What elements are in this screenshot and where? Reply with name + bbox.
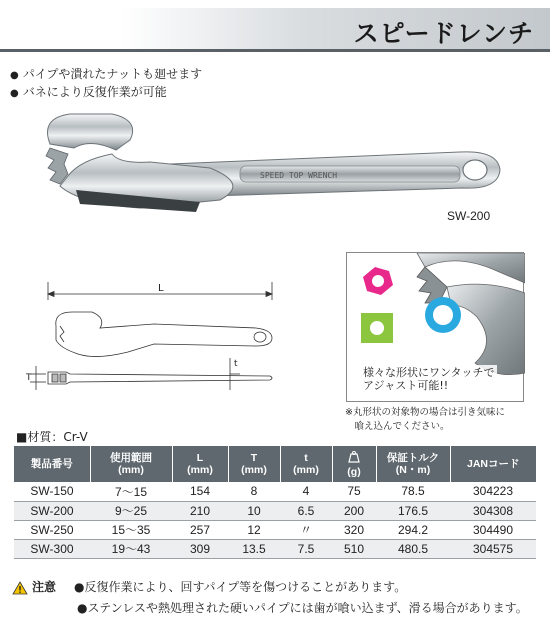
drawing-label-length: L — [158, 283, 164, 294]
cell-torque: 480.5 — [376, 539, 450, 558]
cell-thickness: 4 — [280, 482, 332, 501]
cell-range: 19～43 — [90, 539, 172, 558]
wrench-jaw-upper — [48, 114, 133, 150]
bullet-icon: ● — [10, 88, 19, 99]
photo-model-caption: SW-200 — [447, 209, 491, 223]
cell-weight: 510 — [332, 539, 376, 558]
header-cell: L (mm) — [172, 446, 228, 482]
inset-label-line: 様々な形状にワンタッチで — [363, 366, 495, 379]
caution-line — [12, 577, 528, 598]
cell-length: 154 — [172, 482, 228, 501]
cell-jan: 304575 — [450, 539, 536, 558]
cell-torque: 78.5 — [376, 482, 450, 501]
caution-item: ●ステンレスや熱処理された硬いパイプには歯が喰い込まず、滑る場合があります。 — [77, 601, 528, 615]
cell-jan: 304223 — [450, 482, 536, 501]
footnote — [345, 406, 545, 434]
table-row — [14, 501, 536, 520]
table-row — [14, 539, 536, 558]
cell-model: SW-300 — [14, 539, 90, 558]
footnote-line: ※丸形状の対象物の場合は引き気味に — [345, 407, 505, 418]
header-cell: 製品番号 — [14, 446, 90, 482]
cell-length: 257 — [172, 520, 228, 539]
drawing-label-width: T — [26, 373, 32, 383]
feature-list — [10, 66, 202, 102]
cell-width: 10 — [228, 501, 280, 520]
cell-range: 7～15 — [90, 482, 172, 501]
cell-range: 9～25 — [90, 501, 172, 520]
caution-item: ●反復作業により、回すパイプ等を傷つけることがあります。 — [74, 580, 407, 594]
header-cell: JANコード — [450, 446, 536, 482]
feature-item — [10, 66, 202, 84]
table-row — [14, 520, 536, 539]
caution-section — [12, 577, 528, 619]
handle-engraving: SPEED TOP WRENCH — [260, 171, 338, 180]
footnote-line: 喰え込んでください。 — [345, 421, 450, 432]
header-cell: (g) — [332, 446, 376, 482]
technical-drawing — [26, 282, 282, 390]
cell-thickness: 7.5 — [280, 539, 332, 558]
adjustment-inset — [346, 252, 524, 402]
feature-text: パイプや潰れたナットも廻せます — [22, 67, 203, 81]
cell-thickness: 〃 — [280, 520, 332, 539]
header-cell: 使用範囲 (mm) — [90, 446, 172, 482]
inset-jaw-body — [447, 284, 525, 375]
cell-jan: 304490 — [450, 520, 536, 539]
caution-label: 注意 — [32, 580, 57, 594]
inset-label-line: アジャスト可能!! — [363, 379, 449, 392]
title-rule — [0, 49, 550, 52]
header-cell: T (mm) — [228, 446, 280, 482]
table-row — [14, 482, 536, 501]
header-cell: t (mm) — [280, 446, 332, 482]
feature-text: バネにより反復作業が可能 — [22, 85, 167, 99]
cell-jan: 304308 — [450, 501, 536, 520]
title-bar — [0, 8, 550, 52]
cell-weight: 75 — [332, 482, 376, 501]
drawing-label-thickness: t — [234, 359, 238, 369]
header-cell: 保証トルク (N・m) — [376, 446, 450, 482]
bullet-icon: ● — [10, 70, 19, 81]
cell-range: 15～35 — [90, 520, 172, 539]
cell-model: SW-200 — [14, 501, 90, 520]
weight-icon — [347, 451, 361, 463]
spec-table — [14, 446, 536, 559]
cell-thickness: 6.5 — [280, 501, 332, 520]
page-title: スピードレンチ — [353, 19, 534, 48]
handle-hole — [463, 160, 487, 180]
cell-model: SW-250 — [14, 520, 90, 539]
drawing-wrench-outline — [56, 312, 272, 357]
wrench-photo — [20, 104, 510, 222]
cell-torque: 294.2 — [376, 520, 450, 539]
cell-model: SW-150 — [14, 482, 90, 501]
table-header-row — [14, 446, 536, 482]
cell-torque: 176.5 — [376, 501, 450, 520]
warning-icon — [12, 581, 28, 595]
cell-width: 12 — [228, 520, 280, 539]
cell-length: 309 — [172, 539, 228, 558]
cell-length: 210 — [172, 501, 228, 520]
material-spec: ■材質：Cr-V — [16, 430, 88, 444]
feature-item — [10, 84, 202, 102]
cell-width: 8 — [228, 482, 280, 501]
cell-weight: 320 — [332, 520, 376, 539]
wrench-teeth — [46, 148, 68, 184]
cell-width: 13.5 — [228, 539, 280, 558]
cell-weight: 200 — [332, 501, 376, 520]
inset-label — [361, 365, 497, 393]
